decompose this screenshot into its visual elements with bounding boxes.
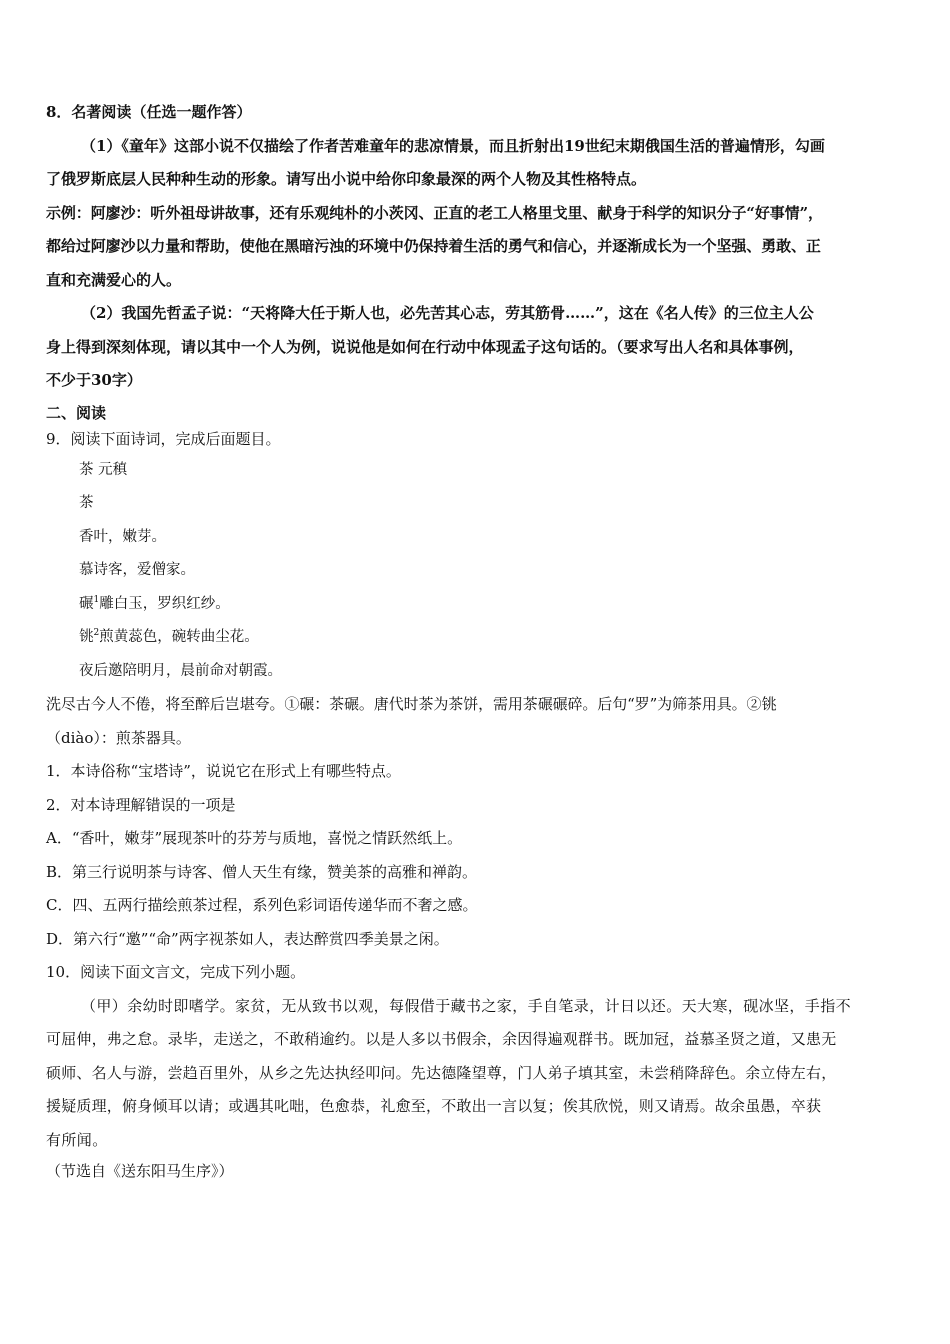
poem-title: 茶 元稹	[79, 461, 128, 478]
footnote-marker: 2	[93, 628, 100, 638]
classical-text-line: 有所闻。	[46, 1130, 108, 1149]
question-8-part2: （2）我国先哲孟子说：“天将降大任于斯人也，必先苦其心志，劳其筋骨……”，这在《名人传》的三位主人公	[81, 304, 814, 322]
question-9-sub1: 1．本诗俗称“宝塔诗”，说说它在形式上有哪些特点。	[46, 762, 401, 780]
poem-text: 雕白玉，罗织红纱。	[99, 595, 230, 612]
footnote-marker: 1	[93, 594, 100, 605]
poem-line	[46, 588, 906, 622]
question-8-title: 8．名著阅读（任选一题作答）	[46, 103, 252, 121]
example-answer-line3: 直和充满爱心的人。	[46, 270, 182, 289]
question-8-part2-cont: 身上得到深刻体现，请以其中一个人为例，说说他是如何在行动中体现孟子这句话的。（要求写出人名和具体事例，	[46, 337, 804, 356]
poem-line: 香叶，嫩芽。	[79, 528, 166, 545]
option-a: A．“香叶，嫩芽”展现茶叶的芬芳与质地，喜悦之情跃然纸上。	[46, 829, 463, 847]
poem-word: 碾	[79, 595, 94, 612]
option-c: C．四、五两行描绘煎茶过程，系列色彩词语传递华而不奢之感。	[46, 896, 478, 914]
poem-notes-cont: （diào）：煎茶器具。	[46, 728, 191, 747]
question-8-part2-end: 不少于30字）	[46, 371, 142, 389]
poem-line: 慕诗客，爱僧家。	[79, 562, 195, 578]
poem	[46, 454, 906, 689]
question-9-intro: 9．阅读下面诗词，完成后面题目。	[46, 429, 281, 448]
option-b: B．第三行说明茶与诗客、僧人天生有缘，赞美茶的高雅和禅韵。	[46, 862, 478, 881]
classical-text-source: （节选自《送东阳马生序》）	[46, 1162, 234, 1180]
poem-line	[46, 621, 906, 655]
classical-text-line: （甲）余幼时即嗜学。家贫，无从致书以观，每假借于藏书之家，手自笔录，计日以还。天大寒，砚冰坚，手指不	[81, 996, 852, 1015]
question-10-intro: 10．阅读下面文言文，完成下列小题。	[46, 963, 306, 981]
question-8-part1-cont: 了俄罗斯底层人民种种生动的形象。请写出小说中给你印象最深的两个人物及其性格特点。	[46, 170, 647, 188]
poem-line: 茶	[79, 495, 94, 511]
example-answer-line2: 都给过阿廖沙以力量和帮助，使他在黑暗污浊的环境中仍保持着生活的勇气和信心，并逐渐成长为一个坚强、勇敢、正	[46, 237, 821, 255]
poem-notes: 洗尽古今人不倦，将至醉后岂堪夸。①碾：茶碾。唐代时茶为茶饼，需用茶碾碾碎。后句“罗”为筛茶用具。②铫	[46, 695, 777, 713]
question-9-sub2: 2．对本诗理解错误的一项是	[46, 795, 236, 814]
classical-text-line: 硕师、名人与游，尝趋百里外，从乡之先达执经叩问。先达德隆望尊，门人弟子填其室，未尝稍降辞色。余立侍左右，	[46, 1063, 837, 1082]
option-d: D．第六行“邀”“命”两字视茶如人，表达醉赏四季美景之闲。	[46, 929, 449, 948]
classical-text-line: 可屈伸，弗之怠。录毕，走送之，不敢稍逾约。以是人多以书假余，余因得遍观群书。既加冠，益慕圣贤之道，又患无	[46, 1030, 837, 1048]
classical-text-line: 援疑质理，俯身倾耳以请；或遇其叱咄，色愈恭，礼愈至，不敢出一言以复；俟其欣悦，则又请焉。故余虽愚，卒获	[46, 1097, 822, 1115]
example-answer-line1: 示例：阿廖沙：听外祖母讲故事，还有乐观纯朴的小茨冈、正直的老工人格里戈里、献身于科学的知识分子“好事情”，	[46, 203, 823, 222]
poem-text: 煎黄蕊色，碗转曲尘花。	[99, 629, 259, 645]
question-8-part1: （1）《童年》这部小说不仅描绘了作者苦难童年的悲凉情景，而且折射出19世纪末期俄国生活的普遍情形，勾画	[81, 136, 825, 155]
document-page	[46, 96, 906, 1185]
poem-word: 铫	[79, 629, 94, 645]
poem-line: 夜后邀陪明月，晨前命对朝霞。	[79, 662, 282, 679]
section-title-reading: 二、阅读	[46, 403, 107, 422]
